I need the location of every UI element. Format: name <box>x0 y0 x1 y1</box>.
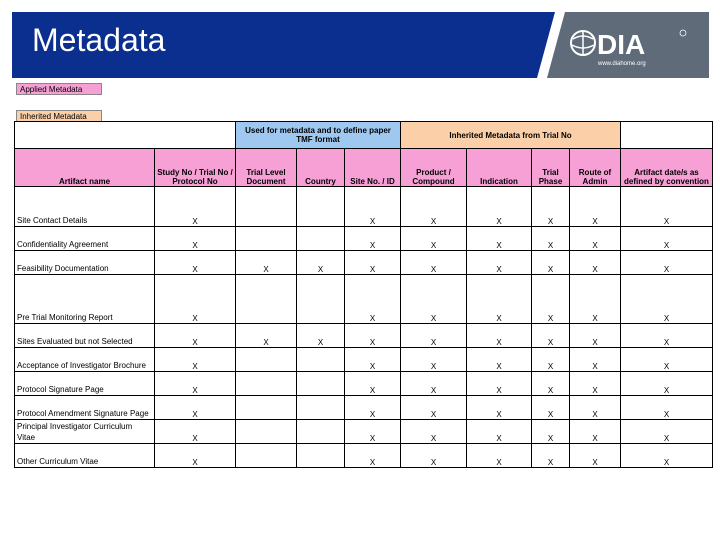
table-row <box>15 372 713 396</box>
metadata-cell: X <box>532 348 570 372</box>
metadata-cell: X <box>236 251 297 275</box>
metadata-cell: X <box>236 324 297 348</box>
col-header-route-of-admin: Route of Admin <box>570 149 621 187</box>
metadata-cell <box>236 187 297 227</box>
metadata-cell: X <box>401 348 467 372</box>
artifact-name-cell: Sites Evaluated but not Selected <box>15 324 155 348</box>
metadata-cell: X <box>155 324 236 348</box>
metadata-cell <box>236 275 297 324</box>
metadata-cell: X <box>621 324 713 348</box>
metadata-cell: X <box>467 348 532 372</box>
metadata-cell: X <box>401 444 467 468</box>
metadata-cell: X <box>532 444 570 468</box>
group-header-blank <box>15 122 236 149</box>
artifact-name-cell: Feasibility Documentation <box>15 251 155 275</box>
table-row <box>15 396 713 420</box>
table-row <box>15 275 713 324</box>
col-header-product-compound: Product / Compound <box>401 149 467 187</box>
metadata-table <box>14 121 713 468</box>
table-row <box>15 187 713 227</box>
metadata-cell <box>236 420 297 444</box>
artifact-name-cell: Site Contact Details <box>15 187 155 227</box>
table-row <box>15 324 713 348</box>
metadata-cell: X <box>621 420 713 444</box>
col-header-country: Country <box>297 149 345 187</box>
metadata-cell <box>297 348 345 372</box>
metadata-cell: X <box>401 227 467 251</box>
col-header-site-no: Site No. / ID <box>345 149 401 187</box>
metadata-cell: X <box>345 348 401 372</box>
metadata-cell: X <box>467 227 532 251</box>
metadata-cell <box>297 444 345 468</box>
metadata-cell <box>236 372 297 396</box>
metadata-cell: X <box>345 444 401 468</box>
table-row <box>15 348 713 372</box>
metadata-cell: X <box>570 275 621 324</box>
metadata-cell: X <box>621 348 713 372</box>
artifact-name-cell: Confidentiality Agreement <box>15 227 155 251</box>
metadata-cell: X <box>570 372 621 396</box>
metadata-cell: X <box>570 227 621 251</box>
dia-logo-graphic <box>537 12 709 78</box>
group-header-inherited: Inherited Metadata from Trial No <box>401 122 621 149</box>
metadata-cell: X <box>155 444 236 468</box>
metadata-cell: X <box>401 251 467 275</box>
artifact-name-cell: Pre Trial Monitoring Report <box>15 275 155 324</box>
metadata-cell <box>236 227 297 251</box>
metadata-cell: X <box>532 251 570 275</box>
metadata-cell: X <box>621 227 713 251</box>
metadata-cell: X <box>532 275 570 324</box>
page-title: Metadata <box>32 22 166 58</box>
metadata-cell: X <box>467 372 532 396</box>
metadata-cell: X <box>532 187 570 227</box>
metadata-cell: X <box>401 275 467 324</box>
col-header-trial-level-document: Trial Level Document <box>236 149 297 187</box>
metadata-cell: X <box>532 420 570 444</box>
metadata-cell: X <box>570 396 621 420</box>
metadata-cell: X <box>467 251 532 275</box>
legend-applied-metadata: Applied Metadata <box>16 83 102 95</box>
metadata-cell: X <box>155 275 236 324</box>
metadata-cell: X <box>570 324 621 348</box>
group-header-paper-tmf: Used for metadata and to define paper TMF format <box>236 122 401 149</box>
metadata-cell <box>297 275 345 324</box>
metadata-cell: X <box>345 372 401 396</box>
metadata-cell: X <box>401 396 467 420</box>
metadata-cell <box>297 420 345 444</box>
metadata-cell: X <box>345 187 401 227</box>
metadata-cell: X <box>570 251 621 275</box>
column-header-row <box>15 149 713 187</box>
metadata-cell: X <box>467 324 532 348</box>
metadata-cell: X <box>155 348 236 372</box>
metadata-cell: X <box>297 251 345 275</box>
metadata-cell: X <box>532 372 570 396</box>
metadata-cell: X <box>345 227 401 251</box>
metadata-cell <box>297 187 345 227</box>
metadata-cell <box>297 372 345 396</box>
artifact-name-cell: Protocol Signature Page <box>15 372 155 396</box>
metadata-cell: X <box>155 187 236 227</box>
metadata-cell: X <box>401 187 467 227</box>
metadata-cell <box>236 444 297 468</box>
metadata-cell: X <box>345 324 401 348</box>
metadata-cell: X <box>467 420 532 444</box>
col-header-trial-phase: Trial Phase <box>532 149 570 187</box>
metadata-cell: X <box>621 251 713 275</box>
metadata-cell: X <box>401 420 467 444</box>
col-header-artifact-date: Artifact date/s as defined by convention <box>621 149 713 187</box>
metadata-cell: X <box>401 372 467 396</box>
metadata-cell: X <box>345 396 401 420</box>
artifact-name-cell: Protocol Amendment Signature Page <box>15 396 155 420</box>
metadata-cell: X <box>155 420 236 444</box>
metadata-cell: X <box>621 187 713 227</box>
col-header-study-no: Study No / Trial No / Protocol No <box>155 149 236 187</box>
metadata-cell: X <box>621 275 713 324</box>
metadata-cell: X <box>570 348 621 372</box>
metadata-cell: X <box>467 444 532 468</box>
metadata-cell: X <box>345 275 401 324</box>
col-header-indication: Indication <box>467 149 532 187</box>
metadata-cell: X <box>621 444 713 468</box>
dia-logo <box>537 12 709 78</box>
legend-inherited-metadata: Inherited Metadata <box>16 110 102 122</box>
artifact-name-cell: Other Curriculum Vitae <box>15 444 155 468</box>
metadata-cell <box>236 396 297 420</box>
metadata-cell: X <box>532 324 570 348</box>
metadata-cell: X <box>467 187 532 227</box>
metadata-cell <box>297 227 345 251</box>
metadata-cell: X <box>621 396 713 420</box>
metadata-cell: X <box>155 227 236 251</box>
metadata-cell: X <box>155 372 236 396</box>
col-header-artifact-name: Artifact name <box>15 149 155 187</box>
metadata-cell: X <box>532 227 570 251</box>
artifact-name-cell: Principal Investigator Curriculum Vitae <box>15 420 155 444</box>
artifact-name-cell: Acceptance of Investigator Brochure <box>15 348 155 372</box>
metadata-cell: X <box>155 396 236 420</box>
table-row <box>15 444 713 468</box>
metadata-cell: X <box>345 251 401 275</box>
metadata-cell: X <box>467 275 532 324</box>
table-row <box>15 251 713 275</box>
logo-wordmark: DIA <box>597 29 646 60</box>
metadata-cell: X <box>467 396 532 420</box>
metadata-cell: X <box>570 187 621 227</box>
metadata-cell <box>297 396 345 420</box>
metadata-cell: X <box>570 444 621 468</box>
metadata-cell: X <box>532 396 570 420</box>
table-row <box>15 420 713 444</box>
metadata-cell: X <box>401 324 467 348</box>
metadata-cell: X <box>621 372 713 396</box>
metadata-cell: X <box>570 420 621 444</box>
group-header-blank-right <box>621 122 713 149</box>
metadata-cell <box>236 348 297 372</box>
logo-url: www.diahome.org <box>598 61 646 67</box>
metadata-cell: X <box>345 420 401 444</box>
table-row <box>15 227 713 251</box>
metadata-cell: X <box>297 324 345 348</box>
metadata-cell: X <box>155 251 236 275</box>
group-header-row <box>15 122 713 149</box>
